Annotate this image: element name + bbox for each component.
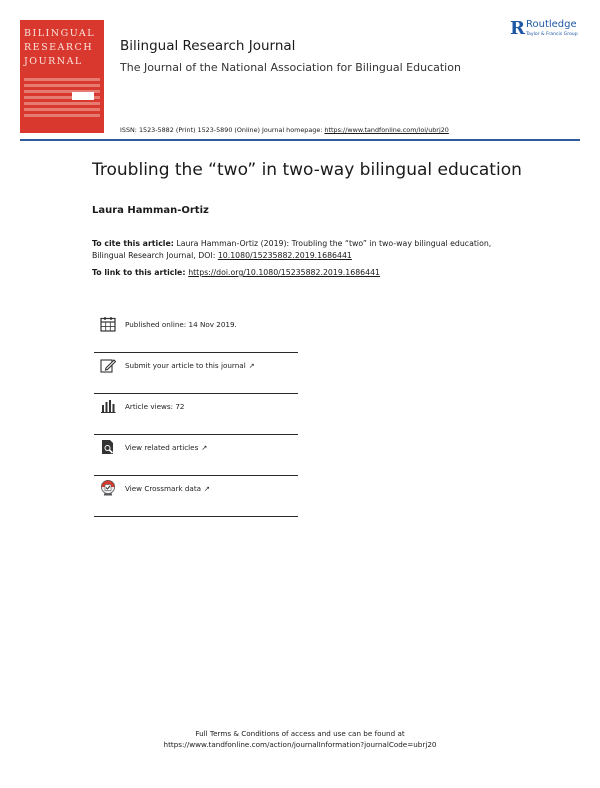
- publisher-logo: [510, 19, 586, 39]
- cover-title-line: BILINGUAL: [24, 28, 96, 39]
- issn-text: ISSN: 1523-5882 (Print) 1523-5890 (Online) Journal homepage:: [120, 126, 325, 134]
- meta-row-submit[interactable]: [94, 353, 298, 394]
- article-title: Troubling the “two” in two-way bilingual education: [92, 160, 522, 180]
- cite-label: To cite this article:: [92, 239, 174, 248]
- article-url-link[interactable]: https://doi.org/10.1080/15235882.2019.1686441: [188, 268, 380, 277]
- related-articles-icon: [100, 439, 116, 455]
- link-label: To link to this article:: [92, 268, 189, 277]
- routledge-icon: R: [510, 18, 525, 39]
- article-link-line: [92, 268, 380, 277]
- published-date: Published online: 14 Nov 2019.: [125, 320, 237, 329]
- edit-icon: [100, 357, 116, 373]
- cover-pattern: [24, 78, 100, 126]
- submit-article-link[interactable]: [125, 361, 255, 370]
- meta-row-related[interactable]: [94, 435, 298, 476]
- meta-row-crossmark[interactable]: [94, 476, 298, 517]
- journal-homepage-link[interactable]: https://www.tandfonline.com/loi/ubrj20: [324, 126, 449, 134]
- journal-name: Bilingual Research Journal: [120, 38, 296, 54]
- footer-url[interactable]: https://www.tandfonline.com/action/journalInformation?journalCode=ubrj20: [163, 740, 437, 750]
- cover-title: [24, 27, 102, 69]
- external-link-icon: ↗: [201, 444, 208, 452]
- citation-block: [92, 238, 512, 261]
- issn-line: [120, 126, 449, 134]
- article-meta-list: [94, 312, 298, 517]
- header-divider: [20, 139, 580, 141]
- crossmark-icon: [100, 480, 116, 496]
- external-link-icon: ↗: [248, 362, 255, 370]
- external-link-icon: ↗: [204, 485, 210, 493]
- doi-link[interactable]: 10.1080/15235882.2019.1686441: [217, 250, 352, 260]
- article-author: Laura Hamman-Ortiz: [92, 205, 209, 216]
- crossmark-label: View Crossmark data: [125, 484, 202, 493]
- meta-row-views: [94, 394, 298, 435]
- publisher-name: Routledge: [526, 19, 577, 30]
- cover-logo: [72, 92, 94, 100]
- bar-chart-icon: [100, 398, 116, 414]
- footer-terms: Full Terms & Conditions of access and use can be found at: [195, 729, 405, 738]
- crossmark-link[interactable]: [125, 484, 210, 493]
- publisher-tagline: Taylor & Francis Group: [526, 32, 578, 37]
- footer: [0, 728, 600, 751]
- meta-row-published: [94, 312, 298, 353]
- related-articles-label: View related articles: [125, 443, 199, 452]
- related-articles-link[interactable]: [125, 443, 207, 452]
- submit-article-label: Submit your article to this journal: [125, 361, 246, 370]
- journal-cover: [20, 20, 104, 133]
- article-views: Article views: 72: [125, 402, 185, 411]
- journal-subtitle: The Journal of the National Association for Bilingual Education: [120, 61, 461, 74]
- cover-title-line: JOURNAL: [24, 56, 83, 67]
- calendar-icon: [100, 316, 116, 332]
- cover-title-line: RESEARCH: [24, 42, 94, 53]
- cite-text: Laura Hamman-Ortiz (2019): Troubling the “two” in two-way bilingual education, Bilingual Research Journal, DOI:: [92, 239, 492, 260]
